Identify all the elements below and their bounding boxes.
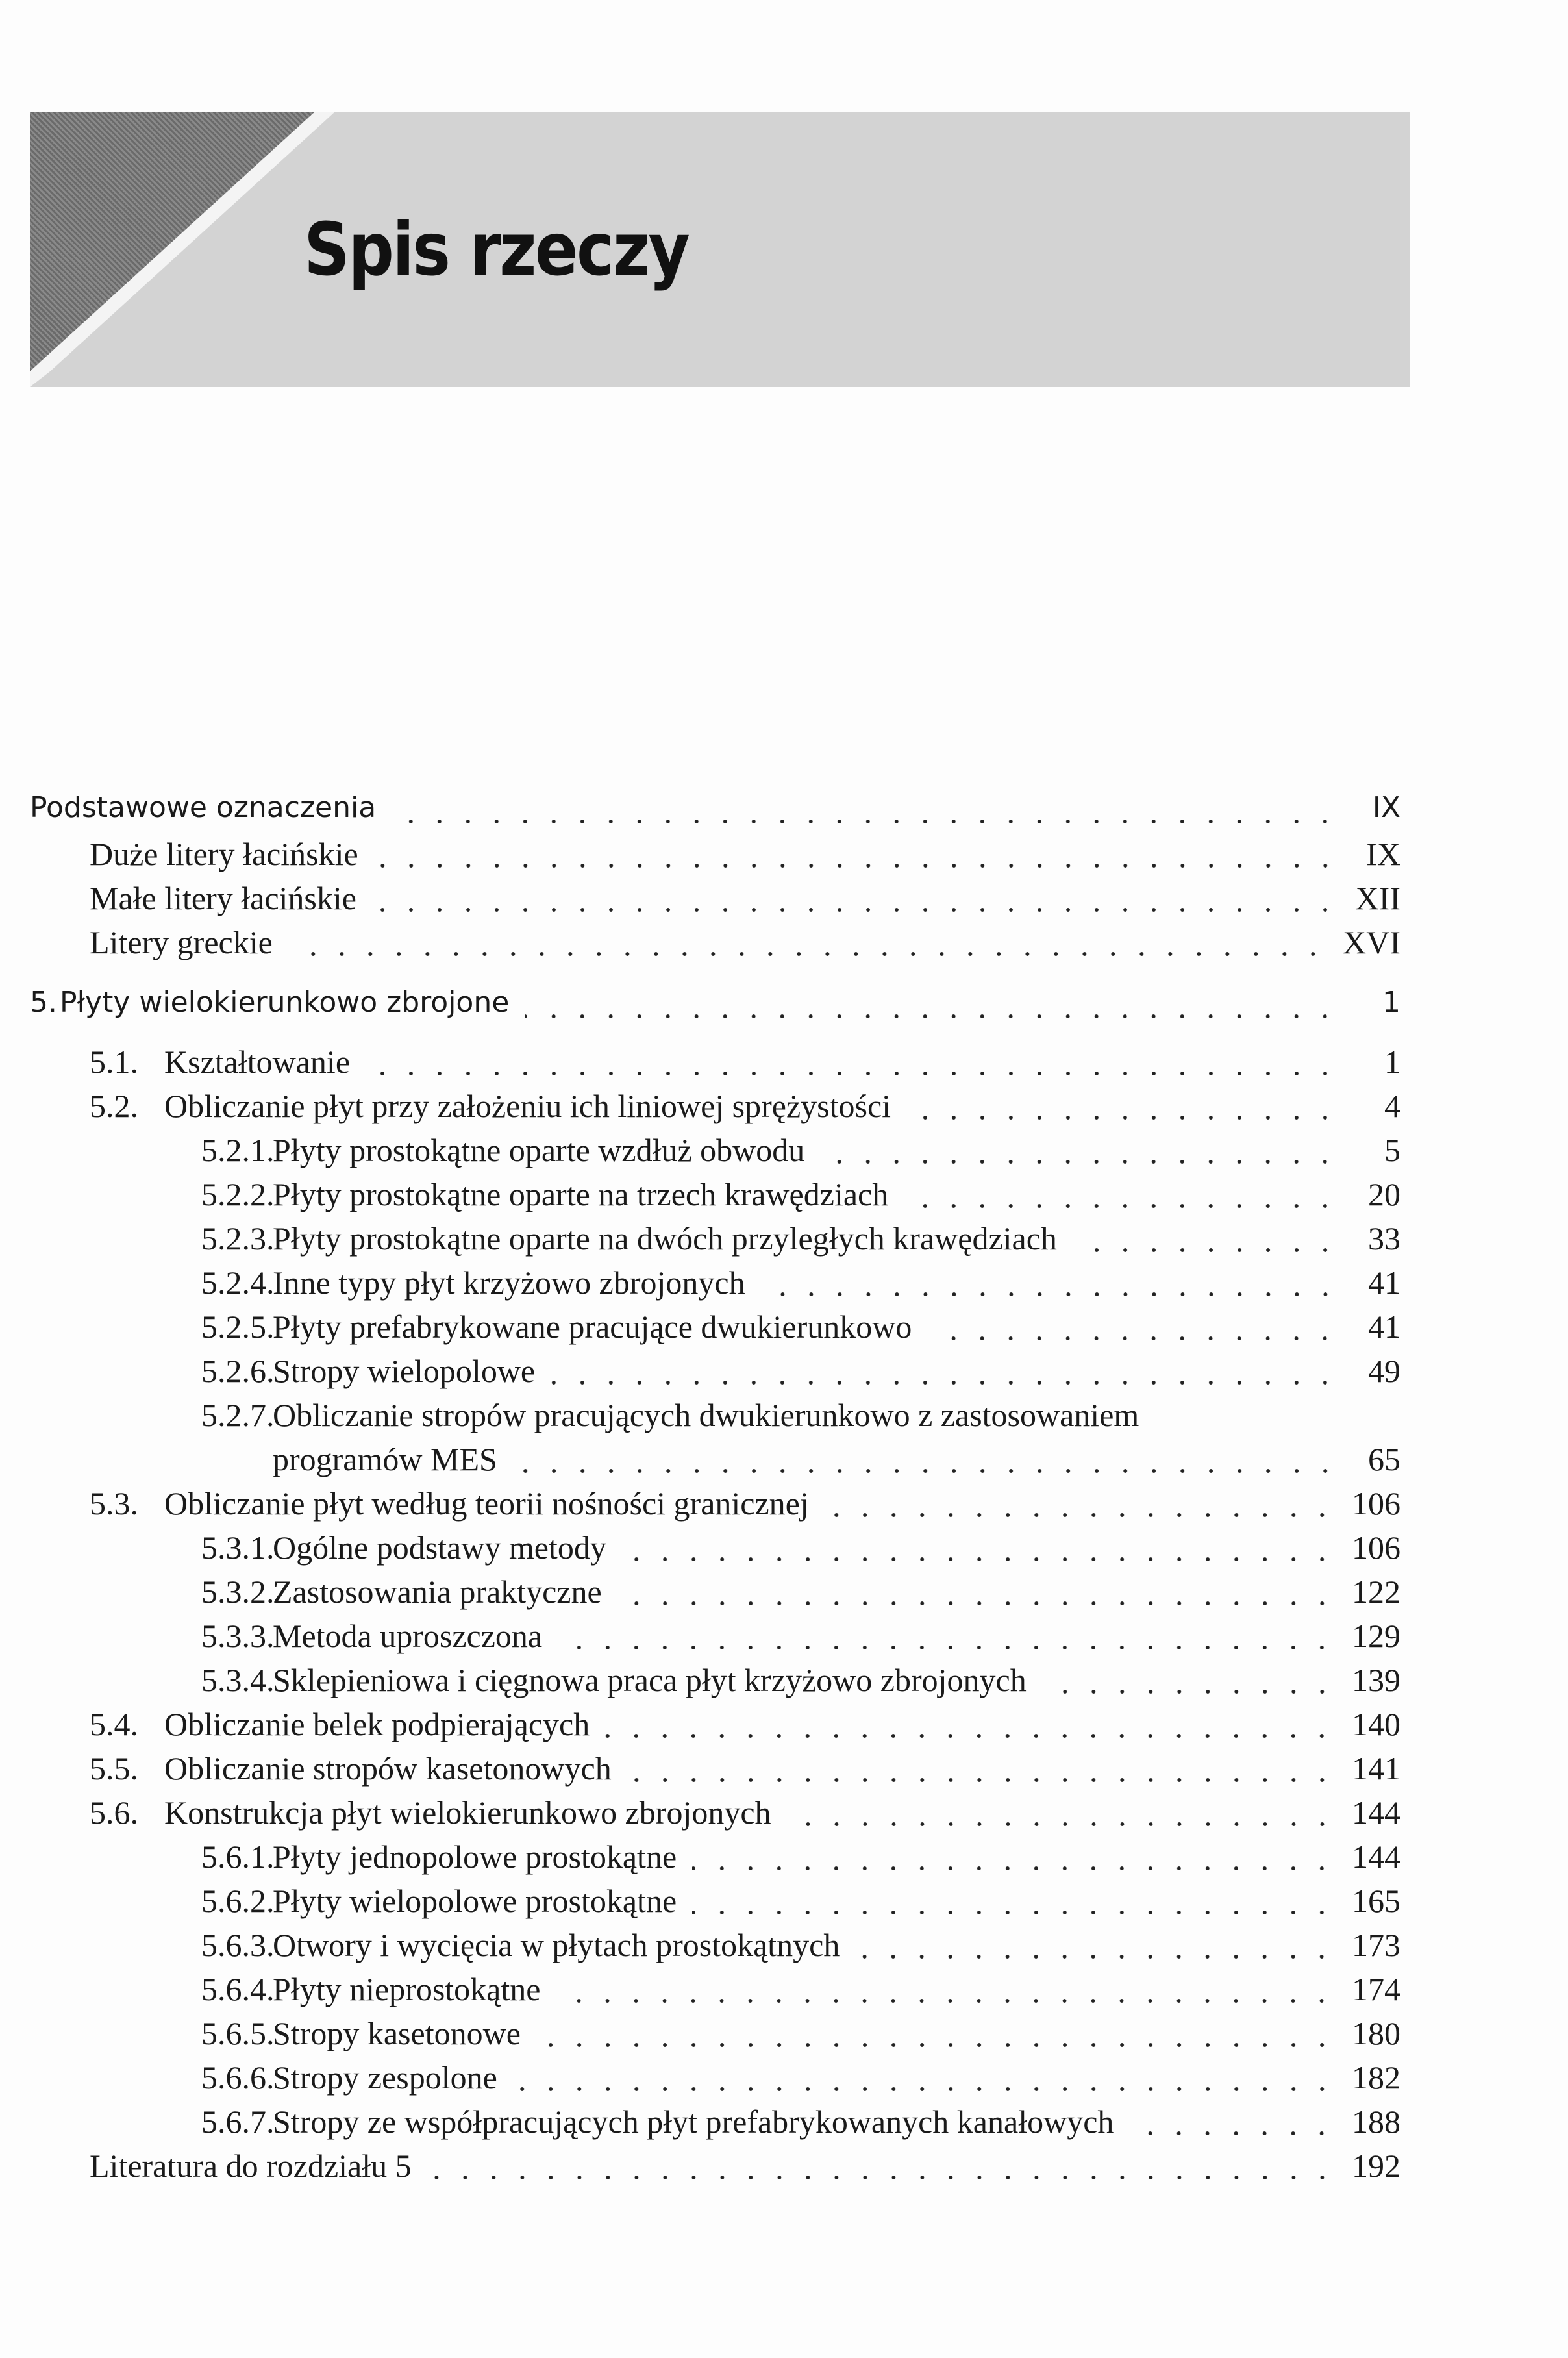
toc-entry-page: 165 — [1352, 1883, 1400, 1919]
toc-entry-number: 5.6.5. — [201, 2015, 275, 2051]
toc-entry-title: Płyty prefabrykowane pracujące dwukierunkowo — [273, 1309, 912, 1345]
toc-entry[interactable] — [30, 1308, 1400, 1352]
toc-entry-number: 5.6.4. — [201, 1971, 275, 2007]
toc-entry-page: 140 — [1352, 1706, 1400, 1742]
toc-entry[interactable] — [30, 1396, 1400, 1440]
toc-entry-number: 5.2.1. — [201, 1132, 275, 1168]
toc-entry-page: 4 — [1384, 1088, 1400, 1124]
toc-entry-page: 180 — [1352, 2015, 1400, 2051]
toc-entry-title: Obliczanie płyt przy założeniu ich liniowej sprężystości — [164, 1088, 891, 1124]
toc-entry-page: 188 — [1352, 2103, 1400, 2140]
dot-leader — [622, 1556, 1336, 1562]
dot-leader — [927, 1335, 1339, 1342]
dot-leader — [617, 1600, 1336, 1607]
dot-leader — [551, 1379, 1339, 1386]
dot-leader — [513, 1468, 1339, 1474]
toc-entry-title: Zastosowania praktyczne — [273, 1574, 602, 1610]
dot-leader — [692, 1909, 1336, 1916]
dot-leader — [825, 1512, 1336, 1518]
toc-entry-title: Podstawowe oznaczenia — [30, 791, 377, 824]
toc-entry-title: Płyty nieprostokątne — [273, 1971, 541, 2007]
toc-entry[interactable] — [30, 1661, 1400, 1705]
toc-entry[interactable] — [30, 1485, 1400, 1529]
toc-entry-page: 49 — [1368, 1353, 1400, 1389]
toc-entry-title: Obliczanie stropów kasetonowych — [164, 1750, 612, 1787]
toc-entry-title: Płyty prostokątne oparte na dwóch przyległych krawędziach — [273, 1220, 1057, 1257]
toc-entry-page: XII — [1355, 880, 1400, 916]
dot-leader — [1042, 1688, 1336, 1695]
toc-entry[interactable] — [30, 1175, 1400, 1220]
toc-entry[interactable] — [30, 1131, 1400, 1175]
dot-leader — [904, 1203, 1339, 1209]
toc-entry-number: 5.5. — [90, 1750, 138, 1787]
dot-leader — [392, 818, 1339, 825]
toc-entry-title: Sklepieniowa i cięgnowa praca płyt krzyżowo zbrojonych — [273, 1662, 1027, 1698]
toc-entry-title: Obliczanie stropów pracujących dwukierunkowo z zastosowaniem — [273, 1397, 1139, 1433]
toc-entry-page: 129 — [1352, 1618, 1400, 1654]
toc-entry-title: Literatura do rozdziału 5 — [90, 2148, 412, 2184]
toc-entry-page: XVI — [1343, 924, 1400, 960]
toc-entry[interactable] — [30, 1794, 1400, 1838]
toc-entry-title: Płyty prostokątne oparte wzdłuż obwodu — [273, 1132, 805, 1168]
toc-entry[interactable] — [30, 1220, 1400, 1264]
toc-entry-number: 5.3.4. — [201, 1662, 275, 1698]
toc-entry[interactable] — [30, 986, 1400, 1030]
table-of-contents — [30, 791, 1400, 2191]
toc-entry[interactable] — [30, 1087, 1400, 1131]
toc-entry-number: 5.2.3. — [201, 1220, 275, 1257]
dot-leader — [372, 907, 1339, 913]
toc-entry[interactable] — [30, 1617, 1400, 1661]
toc-entry-title: Obliczanie płyt według teorii nośności granicznej — [164, 1485, 809, 1522]
toc-entry-page: 182 — [1352, 2059, 1400, 2096]
dot-leader — [427, 2174, 1336, 2181]
toc-entry[interactable] — [30, 1573, 1400, 1617]
toc-entry[interactable] — [30, 2014, 1400, 2059]
toc-entry-title: Duże litery łacińskie — [90, 836, 358, 872]
toc-entry-title-continued: programów MES — [273, 1441, 497, 1477]
toc-entry[interactable] — [30, 1043, 1400, 1087]
toc-entry-page: 139 — [1352, 1662, 1400, 1698]
toc-entry-page: 1 — [1382, 986, 1400, 1019]
toc-entry-title: Stropy kasetonowe — [273, 2015, 521, 2051]
toc-entry-number: 5.2.4. — [201, 1264, 275, 1301]
dot-leader — [288, 951, 1327, 957]
toc-entry-page: IX — [1372, 791, 1400, 824]
toc-entry-number: 5.6.3. — [201, 1927, 275, 1963]
toc-entry-number: 5.6.7. — [201, 2103, 275, 2140]
toc-entry-page: 144 — [1352, 1794, 1400, 1831]
dot-leader — [820, 1159, 1339, 1165]
toc-entry-number: 5.6.2. — [201, 1883, 275, 1919]
toc-entry-title: Płyty wielopolowe prostokątne — [273, 1883, 677, 1919]
dot-leader — [761, 1291, 1339, 1298]
toc-entry[interactable] — [30, 1529, 1400, 1573]
dot-leader — [855, 1953, 1336, 1960]
toc-entry-title: Otwory i wycięcia w płytach prostokątnych — [273, 1927, 840, 1963]
toc-entry-page: 1 — [1384, 1044, 1400, 1080]
toc-entry[interactable] — [30, 1352, 1400, 1396]
toc-entry-title: Stropy ze współpracujących płyt prefabrykowanych kanałowych — [273, 2103, 1114, 2140]
toc-entry-title: Metoda uproszczona — [273, 1618, 543, 1654]
page-title: Spis rzeczy — [304, 208, 689, 292]
toc-entry-page: 192 — [1352, 2148, 1400, 2184]
toc-entry-page: 106 — [1352, 1529, 1400, 1566]
toc-entry-page: IX — [1366, 836, 1400, 872]
toc-entry-title: Małe litery łacińskie — [90, 880, 356, 916]
toc-entry-page: 141 — [1352, 1750, 1400, 1787]
toc-entry[interactable] — [30, 791, 1400, 835]
dot-leader — [513, 2086, 1336, 2092]
toc-entry-page: 106 — [1352, 1485, 1400, 1522]
toc-entry-title: Stropy wielopolowe — [273, 1353, 536, 1389]
toc-entry-title: Płyty jednopolowe prostokątne — [273, 1838, 677, 1875]
toc-entry-page: 33 — [1368, 1220, 1400, 1257]
toc-entry[interactable] — [30, 879, 1400, 923]
toc-entry[interactable] — [30, 2147, 1400, 2191]
toc-entry[interactable] — [30, 1882, 1400, 1926]
dot-leader — [556, 1998, 1336, 2004]
toc-entry-number: 5.6. — [90, 1794, 138, 1831]
toc-entry[interactable] — [30, 1705, 1400, 1750]
dot-leader — [536, 2042, 1336, 2048]
toc-entry-number: 5.2. — [90, 1088, 138, 1124]
toc-entry-number: 5.1. — [90, 1044, 138, 1080]
toc-entry-title: Obliczanie belek podpierających — [164, 1706, 590, 1742]
toc-entry-title: Kształtowanie — [164, 1044, 351, 1080]
toc-entry[interactable] — [30, 1750, 1400, 1794]
toc-entry-title: Ogólne podstawy metody — [273, 1529, 606, 1566]
toc-entry-number: 5.2.6. — [201, 1353, 275, 1389]
dot-leader — [787, 1821, 1336, 1827]
dot-leader — [366, 1070, 1339, 1077]
dot-leader — [1073, 1247, 1339, 1253]
toc-entry-page: 144 — [1352, 1838, 1400, 1875]
toc-entry[interactable] — [30, 1838, 1400, 1882]
toc-entry-title: Litery greckie — [90, 924, 273, 960]
toc-entry-number: 5.3.1. — [201, 1529, 275, 1566]
dot-leader — [906, 1114, 1339, 1121]
toc-entry[interactable] — [30, 1926, 1400, 1970]
toc-entry-page: 174 — [1352, 1971, 1400, 2007]
toc-entry-number: 5.2.7. — [201, 1397, 275, 1433]
toc-entry-number: 5.3. — [90, 1485, 138, 1522]
toc-entry-title: Płyty wielokierunkowo zbrojone — [60, 986, 510, 1019]
toc-entry-title: Konstrukcja płyt wielokierunkowo zbrojonych — [164, 1794, 771, 1831]
toc-entry[interactable] — [30, 2103, 1400, 2147]
toc-entry[interactable] — [30, 835, 1400, 879]
toc-entry-number: 5.4. — [90, 1706, 138, 1742]
toc-entry-page: 5 — [1384, 1132, 1400, 1168]
dot-leader — [525, 1013, 1339, 1020]
toc-entry[interactable] — [30, 1970, 1400, 2014]
toc-entry-page: 41 — [1368, 1309, 1400, 1345]
dot-leader — [627, 1777, 1336, 1783]
toc-entry[interactable] — [30, 2059, 1400, 2103]
toc-entry-page: 122 — [1352, 1574, 1400, 1610]
toc-entry-number: 5.3.2. — [201, 1574, 275, 1610]
toc-entry[interactable] — [30, 1264, 1400, 1308]
toc-entry-continuation[interactable] — [30, 1440, 1400, 1485]
dot-leader — [605, 1733, 1336, 1739]
toc-entry-page: 65 — [1368, 1441, 1400, 1477]
toc-entry-page: 41 — [1368, 1264, 1400, 1301]
toc-entry-page: 20 — [1368, 1176, 1400, 1212]
toc-entry-title: Inne typy płyt krzyżowo zbrojonych — [273, 1264, 745, 1301]
toc-entry-number: 5.3.3. — [201, 1618, 275, 1654]
toc-entry-number: 5.2.5. — [201, 1309, 275, 1345]
toc-entry-number: 5. — [30, 986, 57, 1019]
dot-leader — [374, 862, 1339, 869]
dot-leader — [692, 1865, 1336, 1872]
toc-entry-title: Stropy zespolone — [273, 2059, 497, 2096]
toc-entry-number: 5.6.1. — [201, 1838, 275, 1875]
toc-entry[interactable] — [30, 923, 1400, 968]
dot-leader — [558, 1644, 1336, 1651]
toc-entry-number: 5.2.2. — [201, 1176, 275, 1212]
toc-entry-number: 5.6.6. — [201, 2059, 275, 2096]
toc-entry-page: 173 — [1352, 1927, 1400, 1963]
toc-entry-title: Płyty prostokątne oparte na trzech krawędziach — [273, 1176, 889, 1212]
dot-leader — [1129, 2130, 1336, 2137]
